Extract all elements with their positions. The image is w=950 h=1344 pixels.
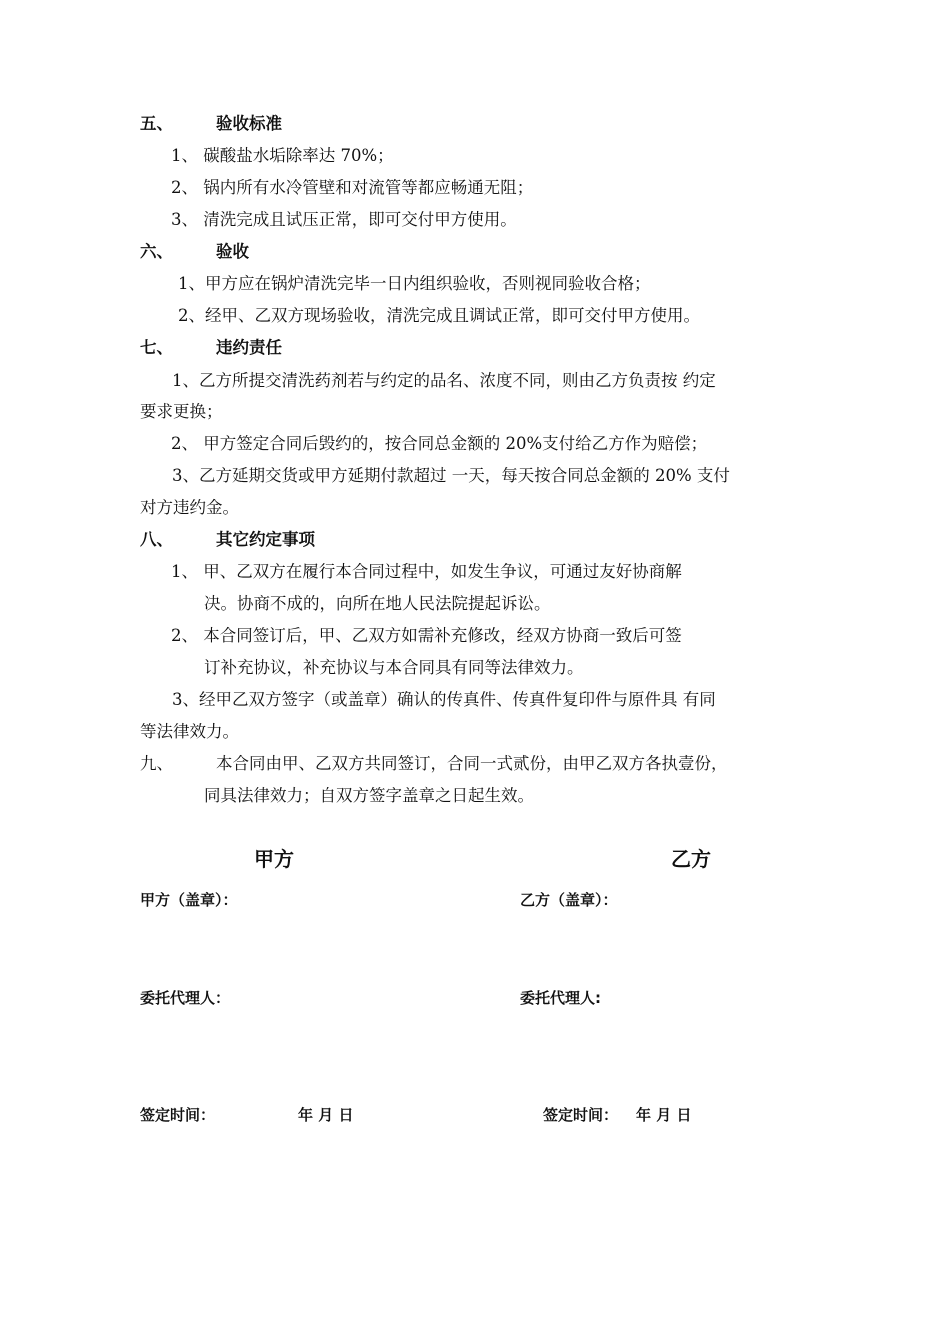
list-item: 2、 甲方签定合同后毁约的，按合同总金额的 20%支付给乙方作为赔偿；	[171, 434, 708, 453]
section-number: 八、	[140, 530, 173, 549]
section-number: 五、	[140, 114, 173, 133]
party-a-seal-label: 甲方（盖章）：	[140, 891, 238, 909]
list-item: 3、 清洗完成且试压正常，即可交付甲方使用。	[171, 210, 517, 229]
section-number: 七、	[140, 338, 173, 357]
list-item-continuation: 对方违约金。	[140, 498, 239, 517]
party-a-date-value: 年 月 日	[298, 1106, 354, 1124]
list-item-continuation: 等法律效力。	[140, 722, 239, 741]
party-b-seal-label: 乙方（盖章）：	[520, 891, 618, 909]
paragraph-line: 本合同由甲、乙双方共同签订，合同一式贰份，由甲乙双方各执壹份，	[216, 754, 728, 773]
list-item: 1、 甲、乙双方在履行本合同过程中，如发生争议，可通过友好协商解	[171, 562, 682, 581]
party-b-agent-label: 委托代理人:	[520, 989, 601, 1007]
list-item: 2、经甲、乙双方现场验收，清洗完成且调试正常，即可交付甲方使用。	[178, 306, 700, 325]
section-title: 违约责任	[216, 338, 282, 357]
list-item: 3、经甲乙双方签字（或盖章）确认的传真件、传真件复印件与原件具 有同	[172, 690, 716, 709]
list-item: 2、 本合同签订后，甲、乙双方如需补充修改，经双方协商一致后可签	[171, 626, 682, 645]
list-item: 3、乙方延期交货或甲方延期付款超过 一天，每天按合同总金额的 20% 支付	[172, 466, 730, 485]
section-number: 六、	[140, 242, 173, 261]
paragraph-line: 同具法律效力；自双方签字盖章之日起生效。	[204, 786, 534, 805]
section-number: 九、	[140, 754, 173, 773]
party-b-date-value: 年 月 日	[636, 1106, 692, 1124]
list-item: 1、 碳酸盐水垢除率达 70%；	[171, 146, 394, 165]
list-item: 1、甲方应在锅炉清洗完毕一日内组织验收，否则视同验收合格；	[178, 274, 651, 293]
party-a-date-label: 签定时间：	[140, 1106, 216, 1124]
list-item: 2、 锅内所有水冷管壁和对流管等都应畅通无阻；	[171, 178, 534, 197]
list-item-continuation: 订补充协议，补充协议与本合同具有同等法律效力。	[204, 658, 584, 677]
list-item: 1、乙方所提交清洗药剂若与约定的品名、浓度不同，则由乙方负责按 约定	[172, 371, 716, 390]
party-b-title: 乙方	[671, 847, 711, 871]
section-title: 验收	[216, 242, 249, 261]
section-title: 验收标准	[216, 114, 282, 133]
party-a-title: 甲方	[254, 847, 294, 871]
list-item-continuation: 决。协商不成的，向所在地人民法院提起诉讼。	[204, 594, 551, 613]
list-item-continuation: 要求更换；	[140, 402, 223, 421]
party-a-agent-label: 委托代理人：	[140, 989, 231, 1007]
party-b-date-label: 签定时间：	[543, 1106, 619, 1124]
section-title: 其它约定事项	[216, 530, 315, 549]
